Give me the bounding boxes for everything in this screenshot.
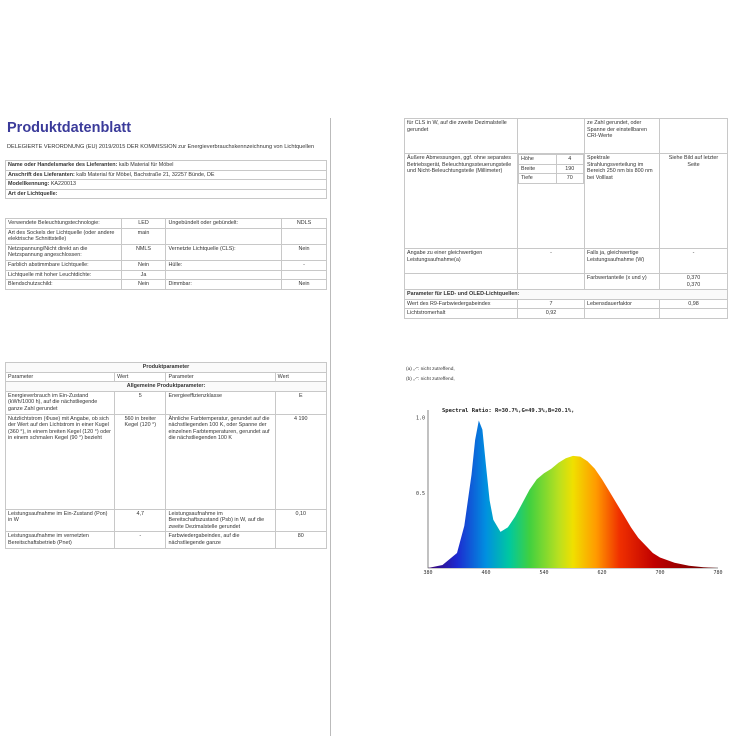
datasheet-title: Produktdatenblatt (7, 120, 132, 136)
chromaticity-label: Farbwertanteile (x und y) (585, 274, 660, 290)
type-cell: Nein (121, 260, 166, 270)
right-datasheet-page (400, 118, 734, 678)
type-cell: Dimmbar: (166, 280, 282, 290)
param-cell: E (275, 391, 326, 414)
param-cell: 80 (275, 532, 326, 548)
footnote-b: (b) „-“: nicht zutreffend, (406, 377, 455, 382)
type-cell (282, 270, 327, 280)
type-cell (166, 228, 282, 244)
product-parameter-table (5, 362, 327, 549)
light-source-type-table (5, 218, 327, 290)
x-tick-label: 380 (423, 570, 433, 576)
dim-depth-label: Tiefe (519, 174, 557, 184)
product-params-header: Produktparameter (6, 363, 327, 373)
r9-label: Wert des R9-Farbwiedergabeindex (405, 299, 518, 309)
type-cell: Art des Sockels der Lichtquelle (oder andere elektrische Schnittstelle) (6, 228, 122, 244)
dimensions-table (404, 118, 728, 319)
type-cell (282, 228, 327, 244)
param-cell: Leistungsaufnahme im Ein-Zustand (Pon) in W (6, 509, 115, 532)
spectrum-area (428, 421, 718, 569)
maintenance-label: Lichtstromerhalt (405, 309, 518, 319)
dim-width-label: Breite (519, 164, 557, 174)
param-cell: Farbwiedergabeindex, auf die nächstliegende ganze (166, 532, 275, 548)
general-params-header: Allgemeine Produktparameter: (6, 382, 327, 392)
type-cell: Vernetzte Lichtquelle (CLS): (166, 244, 282, 260)
type-row (6, 244, 327, 260)
type-cell: LED (121, 219, 166, 229)
type-cell: Nein (282, 280, 327, 290)
type-cell: Nein (121, 280, 166, 290)
equiv-power-value: - (518, 249, 585, 274)
type-cell: Netzspannung/Nicht direkt an die Netzspannung angeschlossen: (6, 244, 122, 260)
type-header: Art der Lichtquelle: (6, 189, 327, 199)
param-cell: 4,7 (115, 509, 166, 532)
x-tick-label: 620 (597, 570, 607, 576)
param-cell: Nutzlichtstrom (Φuse) mit Angabe, ob sich der Wert auf den Lichtstrom in einer Kugel (360 °), in einem breiten Kegel (120 °) oder in einem schmalen Kegel (90 °) bezieht (6, 414, 115, 509)
param-cell: Ähnliche Farbtemperatur, gerundet auf die nächstliegenden 100 K, oder Spanne der einzelnen Farbtemperaturen, gerundet auf die nächstliegenden 100 K (166, 414, 275, 509)
type-cell: Nein (282, 244, 327, 260)
param-cell: - (115, 532, 166, 548)
param-cell: Leistungsaufnahme im vernetzten Bereitschaftsbetrieb (Pnet) (6, 532, 115, 548)
type-cell (166, 270, 282, 280)
x-tick-label: 780 (713, 570, 723, 576)
equiv-power-label: Angabe zu einer gleichwertigen Leistungsaufnahme(a) (405, 249, 518, 274)
col-header: Wert (275, 372, 326, 382)
maintenance-value: 0,92 (518, 309, 585, 319)
equiv-power-w-value: - (660, 249, 728, 274)
dimensions-label: Äußere Abmessungen, ggf. ohne separates Betriebsgerät, Beleuchtungssteuerungsteile und Nicht-Beleuchtungsteile (Millimeter) (405, 154, 518, 249)
spectral-label: Spektrale Strahlungsverteilung im Bereich 250 nm bis 800 nm bei Volllast (585, 154, 660, 249)
param-row (6, 414, 327, 509)
dim-depth-value: 70 (556, 174, 584, 184)
type-row (6, 280, 327, 290)
type-cell: main (121, 228, 166, 244)
spectral-chart (400, 396, 734, 576)
y-tick-label: 0.5 (415, 490, 425, 497)
type-cell: Verwendete Beleuchtungstechnologie: (6, 219, 122, 229)
supplier-table (5, 160, 327, 199)
param-row (6, 509, 327, 532)
type-cell: Blendschutzschild: (6, 280, 122, 290)
param-cell: 0,10 (275, 509, 326, 532)
cri-range-text: ze Zahl gerundet, oder Spanne der einstellbaren CRI-Werte (585, 119, 660, 154)
type-row (6, 270, 327, 280)
dim-width-value: 190 (556, 164, 584, 174)
survival-value: 0,98 (660, 299, 728, 309)
x-tick-label: 460 (481, 570, 491, 576)
regulation-text: DELEGIERTE VERORDNUNG (EU) 2019/2015 DER KOMMISSION zur Energieverbrauchskennzeichnung von Lichtquellen (7, 144, 315, 150)
supplier-name-row: Name oder Handelsmarke des Lieferanten: kalb Material für Möbel (6, 161, 327, 171)
equiv-power-w-label: Falls ja, gleichwertige Leistungsaufnahme (W) (585, 249, 660, 274)
type-row (6, 219, 327, 229)
left-datasheet-page (2, 118, 331, 736)
r9-value: 7 (518, 299, 585, 309)
type-cell: Farblich abstimmbare Lichtquelle: (6, 260, 122, 270)
type-cell: Ungebündelt oder gebündelt: (166, 219, 282, 229)
type-cell: Lichtquelle mit hoher Leuchtdichte: (6, 270, 122, 280)
param-row (6, 391, 327, 414)
survival-label: Lebensdauerfaktor (585, 299, 660, 309)
type-row (6, 228, 327, 244)
param-cell: Leistungsaufnahme im Bereitschaftszustand (Psb) in W, auf die zweite Dezimalstelle gerundet (166, 509, 275, 532)
type-cell: NDLS (282, 219, 327, 229)
spectral-value: Siehe Bild auf letzter Seite (660, 154, 728, 249)
footnote-a: (a) „-“: nicht zutreffend, (406, 367, 455, 372)
type-row (6, 260, 327, 270)
x-tick-label: 700 (655, 570, 665, 576)
model-row: Modellkennung: KA220013 (6, 180, 327, 190)
cls-power-text: für CLS in W, auf die zweite Dezimalstelle gerundet (405, 119, 518, 154)
col-header: Parameter (6, 372, 115, 382)
param-cell: Energieverbrauch im Ein-Zustand (kWh/1000 h), auf die nächstliegende ganze Zahl gerundet (6, 391, 115, 414)
param-cell: 4 190 (275, 414, 326, 509)
type-cell: NMLS (121, 244, 166, 260)
col-header: Wert (115, 372, 166, 382)
chart-title: Spectral Ratio: R=30.7%,G=49.3%,B=20.1%, (442, 408, 575, 414)
type-cell: Hülle: (166, 260, 282, 270)
y-tick-label: 1.0 (415, 415, 425, 422)
type-cell: - (282, 260, 327, 270)
param-row (6, 532, 327, 548)
col-header: Parameter (166, 372, 275, 382)
led-params-header: Parameter für LED- und OLED-Lichtquellen: (405, 290, 728, 300)
param-cell: 5 (115, 391, 166, 414)
type-cell: Ja (121, 270, 166, 280)
dim-height-value: 4 (556, 155, 584, 165)
param-cell: Energieeffizienzklasse (166, 391, 275, 414)
chromaticity-values: 0,370 0,370 (660, 274, 728, 290)
x-tick-label: 540 (539, 570, 549, 576)
supplier-address-row: Anschrift des Lieferanten: kalb Material für Möbel, Bachstraße 21, 32257 Bünde, DE (6, 170, 327, 180)
dim-height-label: Höhe (519, 155, 557, 165)
param-cell: 560 in breiter Kegel (120 °) (115, 414, 166, 509)
